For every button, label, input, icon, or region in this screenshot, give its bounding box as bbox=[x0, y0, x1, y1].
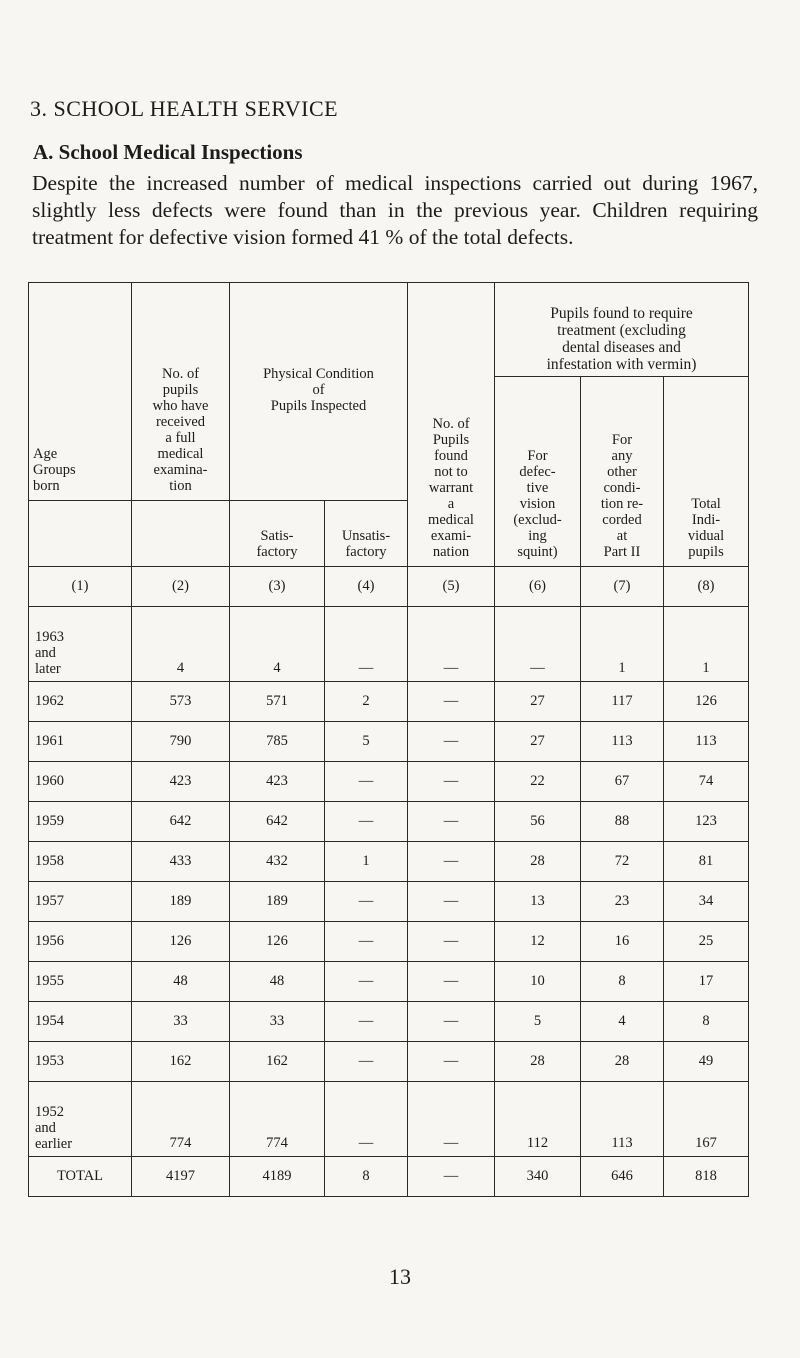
value-cell: 27 bbox=[495, 682, 581, 722]
value-cell: 48 bbox=[230, 962, 325, 1002]
age-group-cell: 1952 and earlier bbox=[29, 1082, 132, 1157]
value-cell: 4189 bbox=[230, 1157, 325, 1197]
age-group-cell: 1957 bbox=[29, 882, 132, 922]
value-cell: 785 bbox=[230, 722, 325, 762]
col-number-5: (5) bbox=[408, 567, 495, 607]
value-cell: 113 bbox=[581, 722, 664, 762]
col-number-2: (2) bbox=[132, 567, 230, 607]
table-row bbox=[29, 922, 749, 962]
col-number-7: (7) bbox=[581, 567, 664, 607]
age-group-cell: 1962 bbox=[29, 682, 132, 722]
intro-paragraph: Despite the increased number of medical inspections carried out during 1967, slightly less defects were found than in the previous year. Children requiring treatment for defective vision formed 41 % of the total defects. bbox=[32, 171, 758, 249]
header-treatment: Pupils found to require treatment (excluding dental diseases and infestation with vermin) bbox=[495, 283, 749, 377]
age-group-cell: 1955 bbox=[29, 962, 132, 1002]
value-cell: 126 bbox=[664, 682, 749, 722]
value-cell: — bbox=[408, 962, 495, 1002]
value-cell: — bbox=[325, 1042, 408, 1082]
value-cell: 2 bbox=[325, 682, 408, 722]
age-group-cell: 1956 bbox=[29, 922, 132, 962]
col-number-4: (4) bbox=[325, 567, 408, 607]
value-cell: 113 bbox=[581, 1082, 664, 1157]
age-group-cell: 1953 bbox=[29, 1042, 132, 1082]
value-cell: 433 bbox=[132, 842, 230, 882]
value-cell: 162 bbox=[230, 1042, 325, 1082]
value-cell: 818 bbox=[664, 1157, 749, 1197]
subsection-title: A. School Medical Inspections bbox=[33, 140, 303, 164]
value-cell: — bbox=[408, 682, 495, 722]
value-cell: 1 bbox=[325, 842, 408, 882]
table-row bbox=[29, 1157, 749, 1197]
table-body bbox=[29, 607, 749, 1197]
value-cell: 48 bbox=[132, 962, 230, 1002]
value-cell: 642 bbox=[230, 802, 325, 842]
header-age-groups: Age Groups born bbox=[29, 283, 132, 501]
value-cell: 117 bbox=[581, 682, 664, 722]
value-cell: 17 bbox=[664, 962, 749, 1002]
value-cell: — bbox=[408, 762, 495, 802]
value-cell: 49 bbox=[664, 1042, 749, 1082]
col-number-1: (1) bbox=[29, 567, 132, 607]
age-group-cell: 1959 bbox=[29, 802, 132, 842]
table-row bbox=[29, 1082, 749, 1157]
table-row bbox=[29, 842, 749, 882]
value-cell: 432 bbox=[230, 842, 325, 882]
value-cell: — bbox=[408, 882, 495, 922]
value-cell: — bbox=[408, 1157, 495, 1197]
header-pupils-received: No. of pupils who have received a full medical examina- tion bbox=[132, 283, 230, 501]
value-cell: 4 bbox=[230, 607, 325, 682]
value-cell: 189 bbox=[132, 882, 230, 922]
value-cell: — bbox=[408, 922, 495, 962]
value-cell: — bbox=[325, 962, 408, 1002]
value-cell: 5 bbox=[325, 722, 408, 762]
header-not-warrant: No. of Pupils found not to warrant a medical exami- nation bbox=[408, 283, 495, 567]
value-cell: — bbox=[408, 607, 495, 682]
header-satisfactory: Satis- factory bbox=[230, 501, 325, 567]
value-cell: 33 bbox=[132, 1002, 230, 1042]
age-group-cell: 1960 bbox=[29, 762, 132, 802]
value-cell: 10 bbox=[495, 962, 581, 1002]
value-cell: 1 bbox=[581, 607, 664, 682]
value-cell: — bbox=[325, 1002, 408, 1042]
value-cell: 113 bbox=[664, 722, 749, 762]
page-number: 13 bbox=[389, 1264, 411, 1289]
value-cell: 12 bbox=[495, 922, 581, 962]
value-cell: — bbox=[325, 922, 408, 962]
value-cell: 8 bbox=[325, 1157, 408, 1197]
value-cell: — bbox=[325, 882, 408, 922]
value-cell: 189 bbox=[230, 882, 325, 922]
value-cell: 56 bbox=[495, 802, 581, 842]
section-title: 3. SCHOOL HEALTH SERVICE bbox=[30, 96, 339, 121]
value-cell: — bbox=[325, 762, 408, 802]
age-group-cell: TOTAL bbox=[29, 1157, 132, 1197]
value-cell: 573 bbox=[132, 682, 230, 722]
value-cell: 8 bbox=[581, 962, 664, 1002]
value-cell: — bbox=[495, 607, 581, 682]
age-group-cell: 1958 bbox=[29, 842, 132, 882]
value-cell: 27 bbox=[495, 722, 581, 762]
value-cell: 4 bbox=[132, 607, 230, 682]
value-cell: 112 bbox=[495, 1082, 581, 1157]
value-cell: 126 bbox=[230, 922, 325, 962]
value-cell: 28 bbox=[581, 1042, 664, 1082]
value-cell: 123 bbox=[664, 802, 749, 842]
value-cell: 162 bbox=[132, 1042, 230, 1082]
value-cell: — bbox=[325, 607, 408, 682]
table-row bbox=[29, 607, 749, 682]
value-cell: 23 bbox=[581, 882, 664, 922]
value-cell: 1 bbox=[664, 607, 749, 682]
value-cell: 167 bbox=[664, 1082, 749, 1157]
value-cell: 74 bbox=[664, 762, 749, 802]
col-number-6: (6) bbox=[495, 567, 581, 607]
value-cell: 571 bbox=[230, 682, 325, 722]
value-cell: 33 bbox=[230, 1002, 325, 1042]
col-number-8: (8) bbox=[664, 567, 749, 607]
value-cell: 13 bbox=[495, 882, 581, 922]
value-cell: — bbox=[408, 1002, 495, 1042]
value-cell: 88 bbox=[581, 802, 664, 842]
table-row bbox=[29, 682, 749, 722]
table-row bbox=[29, 802, 749, 842]
value-cell: — bbox=[408, 842, 495, 882]
value-cell: — bbox=[325, 1082, 408, 1157]
value-cell: — bbox=[408, 1042, 495, 1082]
table-row bbox=[29, 1042, 749, 1082]
value-cell: 642 bbox=[132, 802, 230, 842]
value-cell: — bbox=[408, 722, 495, 762]
value-cell: 646 bbox=[581, 1157, 664, 1197]
header-defective-vision: For defec- tive vision (exclud- ing squint) bbox=[495, 377, 581, 567]
value-cell: 34 bbox=[664, 882, 749, 922]
header-physical-condition: Physical Condition of Pupils Inspected bbox=[230, 283, 408, 501]
age-group-cell: 1954 bbox=[29, 1002, 132, 1042]
value-cell: 28 bbox=[495, 1042, 581, 1082]
value-cell: 4 bbox=[581, 1002, 664, 1042]
value-cell: 25 bbox=[664, 922, 749, 962]
table-row bbox=[29, 1002, 749, 1042]
value-cell: 423 bbox=[132, 762, 230, 802]
col-number-3: (3) bbox=[230, 567, 325, 607]
value-cell: 22 bbox=[495, 762, 581, 802]
value-cell: 81 bbox=[664, 842, 749, 882]
value-cell: 8 bbox=[664, 1002, 749, 1042]
header-received-spacer bbox=[132, 501, 230, 567]
value-cell: 774 bbox=[230, 1082, 325, 1157]
value-cell: 67 bbox=[581, 762, 664, 802]
value-cell: 72 bbox=[581, 842, 664, 882]
table-row bbox=[29, 762, 749, 802]
medical-inspections-table bbox=[28, 282, 749, 1197]
header-age-groups-spacer bbox=[29, 501, 132, 567]
table-row bbox=[29, 882, 749, 922]
age-group-cell: 1963 and later bbox=[29, 607, 132, 682]
value-cell: 790 bbox=[132, 722, 230, 762]
value-cell: 28 bbox=[495, 842, 581, 882]
value-cell: — bbox=[408, 1082, 495, 1157]
value-cell: 126 bbox=[132, 922, 230, 962]
value-cell: — bbox=[408, 802, 495, 842]
header-total-pupils: Total Indi- vidual pupils bbox=[664, 377, 749, 567]
value-cell: 4197 bbox=[132, 1157, 230, 1197]
value-cell: 340 bbox=[495, 1157, 581, 1197]
table-row bbox=[29, 722, 749, 762]
header-unsatisfactory: Unsatis- factory bbox=[325, 501, 408, 567]
value-cell: — bbox=[325, 802, 408, 842]
header-other-condition: For any other condi- tion re- corded at Part II bbox=[581, 377, 664, 567]
value-cell: 5 bbox=[495, 1002, 581, 1042]
value-cell: 16 bbox=[581, 922, 664, 962]
value-cell: 423 bbox=[230, 762, 325, 802]
table-row bbox=[29, 962, 749, 1002]
age-group-cell: 1961 bbox=[29, 722, 132, 762]
value-cell: 774 bbox=[132, 1082, 230, 1157]
